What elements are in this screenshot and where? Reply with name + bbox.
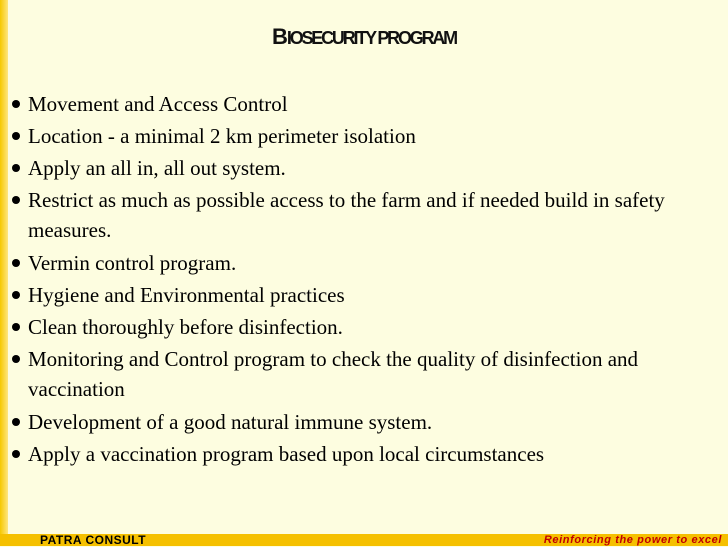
bullet-dot-icon (12, 355, 20, 363)
bullet-dot-icon (12, 196, 20, 204)
footer-bar (0, 534, 728, 546)
bullet-text: Apply a vaccination program based upon local circumstances (28, 442, 545, 466)
list-item (10, 184, 710, 247)
bullet-dot-icon (12, 418, 20, 426)
list-item (10, 343, 710, 406)
bullet-text: Vermin control program. (28, 251, 237, 275)
list-item (10, 152, 710, 184)
company-name: PATRA CONSULT (40, 533, 147, 547)
list-item (10, 88, 710, 120)
bullet-text: Development of a good natural immune system. (28, 410, 433, 434)
bullet-text: Restrict as much as possible access to the farm and if needed build in safety measures. (28, 188, 665, 242)
list-item (10, 406, 710, 438)
bullet-text: Hygiene and Environmental practices (28, 283, 345, 307)
left-accent-bar (0, 0, 8, 546)
list-item (10, 438, 710, 470)
bullet-list (10, 88, 710, 470)
list-item (10, 247, 710, 279)
list-item (10, 120, 710, 152)
bullet-text: Movement and Access Control (28, 92, 288, 116)
slide-title-rest: IOSECURITY PROGRAM (286, 28, 456, 48)
bullet-dot-icon (12, 132, 20, 140)
bullet-text: Apply an all in, all out system. (28, 156, 286, 180)
tagline: Reinforcing the power to excel (543, 534, 722, 546)
list-item (10, 311, 710, 343)
bullet-dot-icon (12, 100, 20, 108)
bullet-dot-icon (12, 323, 20, 331)
bullet-dot-icon (12, 164, 20, 172)
slide-title-initial: B (272, 24, 287, 49)
list-item (10, 279, 710, 311)
bullet-text: Clean thoroughly before disinfection. (28, 315, 343, 339)
bullet-dot-icon (12, 291, 20, 299)
bullet-dot-icon (12, 259, 20, 267)
bullet-dot-icon (12, 450, 20, 458)
bullet-text: Monitoring and Control program to check the quality of disinfection and vaccination (28, 347, 639, 401)
bullet-text: Location - a minimal 2 km perimeter isolation (28, 124, 416, 148)
slide-title (0, 24, 728, 50)
